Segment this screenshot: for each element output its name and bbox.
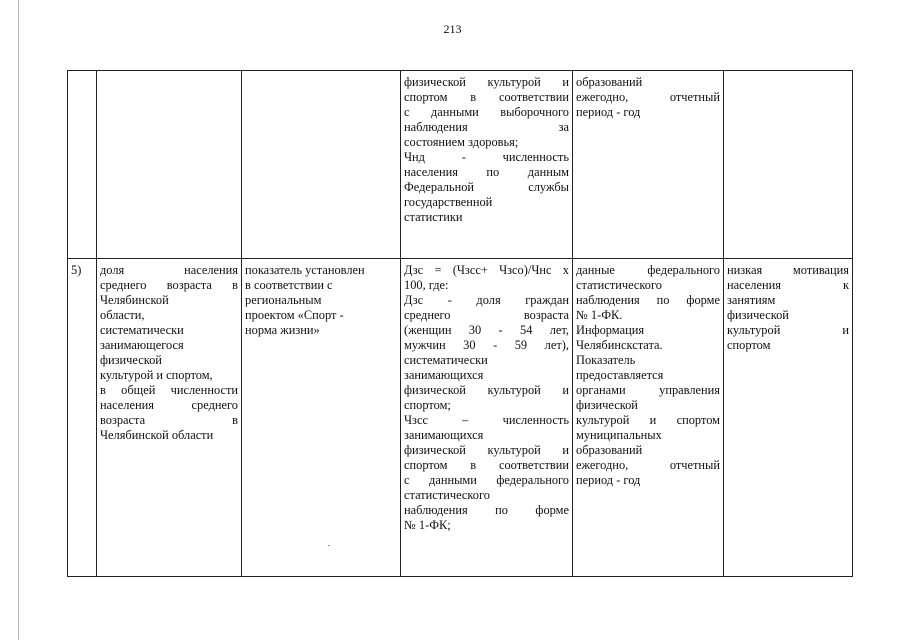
text-line: занимающихся bbox=[404, 428, 484, 442]
text-line: физической культурой и bbox=[404, 443, 569, 457]
text-line: № 1-ФК; bbox=[404, 518, 451, 532]
text-line: статистического bbox=[576, 278, 662, 292]
text-line: образований bbox=[576, 75, 643, 89]
text-line: муниципальных bbox=[576, 428, 662, 442]
indicator-cell bbox=[97, 259, 242, 577]
text-line: статистического bbox=[404, 488, 490, 502]
text-line: занимающегося bbox=[100, 338, 184, 352]
text-line: статистики bbox=[404, 210, 463, 224]
text-line: Чнд - численность bbox=[404, 150, 569, 164]
text-line: Челябинской области bbox=[100, 428, 214, 442]
text-line: населения по данным bbox=[404, 165, 569, 179]
text-line: физической bbox=[727, 308, 789, 322]
formula-cell bbox=[401, 71, 573, 259]
basis-cell bbox=[242, 71, 401, 259]
text-line: спортом bbox=[727, 338, 771, 352]
text-line: систематически bbox=[404, 353, 488, 367]
text-line: в соответствии с bbox=[245, 278, 333, 292]
text-line: физической bbox=[576, 398, 638, 412]
text-line: среднего возраста в bbox=[100, 278, 238, 292]
page-number: 213 bbox=[443, 22, 462, 36]
row-number: 5) bbox=[71, 263, 82, 277]
text-line: с данными выборочного bbox=[404, 105, 569, 119]
text-line: Информация bbox=[576, 323, 645, 337]
basis-cell bbox=[242, 259, 401, 577]
text-line: физической bbox=[100, 353, 162, 367]
text-line: низкая мотивация bbox=[727, 263, 849, 277]
risk-factors-cell bbox=[724, 71, 853, 259]
text-line: спортом в соответствии bbox=[404, 458, 569, 472]
text-line: (женщин 30 - 54 лет, bbox=[404, 323, 569, 337]
text-line: период - год bbox=[576, 473, 641, 487]
text-line: наблюдения за bbox=[404, 120, 569, 134]
text-line: Челябинской bbox=[100, 293, 169, 307]
text-line: систематически bbox=[100, 323, 184, 337]
text-line: культурой и спортом bbox=[576, 413, 720, 427]
source-cell bbox=[573, 259, 724, 577]
text-line: населения к bbox=[727, 278, 849, 292]
page-left-edge bbox=[18, 0, 19, 640]
text-line: физической культурой и bbox=[404, 75, 569, 89]
row-number-cell bbox=[68, 71, 97, 259]
indicators-table bbox=[67, 70, 853, 577]
text-line: Чзсс – численность bbox=[404, 413, 569, 427]
text-line: 100, где: bbox=[404, 278, 449, 292]
text-line: доля населения bbox=[100, 263, 238, 277]
text-line: физической культурой и bbox=[404, 383, 569, 397]
text-line: проектом «Спорт - bbox=[245, 308, 344, 322]
text-line: ежегодно, отчетный bbox=[576, 90, 720, 104]
text-line: период - год bbox=[576, 105, 641, 119]
text-line: Показатель bbox=[576, 353, 636, 367]
risk-factors-cell bbox=[724, 259, 853, 577]
text-line: в общей численности bbox=[100, 383, 238, 397]
table-row-5 bbox=[68, 259, 853, 577]
text-line: области, bbox=[100, 308, 145, 322]
text-line: государственной bbox=[404, 195, 493, 209]
text-line: предоставляется bbox=[576, 368, 664, 382]
indicator-cell bbox=[97, 71, 242, 259]
text-line: спортом; bbox=[404, 398, 451, 412]
text-line: Дзс = (Чзсс+ Чзсо)/Чнс х bbox=[404, 263, 569, 277]
text-line: норма жизни» bbox=[245, 323, 320, 337]
text-line: Федеральной службы bbox=[404, 180, 569, 194]
text-line: показатель установлен bbox=[245, 263, 365, 277]
text-line: среднего возраста bbox=[404, 308, 569, 322]
text-line: данные федерального bbox=[576, 263, 720, 277]
source-cell bbox=[573, 71, 724, 259]
text-line: образований bbox=[576, 443, 643, 457]
text-line: мужчин 30 - 59 лет), bbox=[404, 338, 569, 352]
text-line: органами управления bbox=[576, 383, 720, 397]
text-line: наблюдения по форме bbox=[404, 503, 569, 517]
text-line: ежегодно, отчетный bbox=[576, 458, 720, 472]
text-line: культурой и bbox=[727, 323, 849, 337]
text-line: спортом в соответствии bbox=[404, 90, 569, 104]
text-line: занимающихся bbox=[404, 368, 484, 382]
text-line: Челябинскстата. bbox=[576, 338, 663, 352]
text-line: наблюдения по форме bbox=[576, 293, 720, 307]
text-line: культурой и спортом, bbox=[100, 368, 213, 382]
row-number-cell bbox=[68, 259, 97, 577]
text-line: населения среднего bbox=[100, 398, 238, 412]
table-row-continuation bbox=[68, 71, 853, 259]
text-line: региональным bbox=[245, 293, 322, 307]
text-line: Дзс - доля граждан bbox=[404, 293, 569, 307]
scan-speck bbox=[328, 545, 330, 546]
text-line: занятиям bbox=[727, 293, 776, 307]
text-line: № 1-ФК. bbox=[576, 308, 623, 322]
formula-cell bbox=[401, 259, 573, 577]
text-line: с данными федерального bbox=[404, 473, 569, 487]
text-line: состоянием здоровья; bbox=[404, 135, 519, 149]
text-line: возраста в bbox=[100, 413, 238, 427]
